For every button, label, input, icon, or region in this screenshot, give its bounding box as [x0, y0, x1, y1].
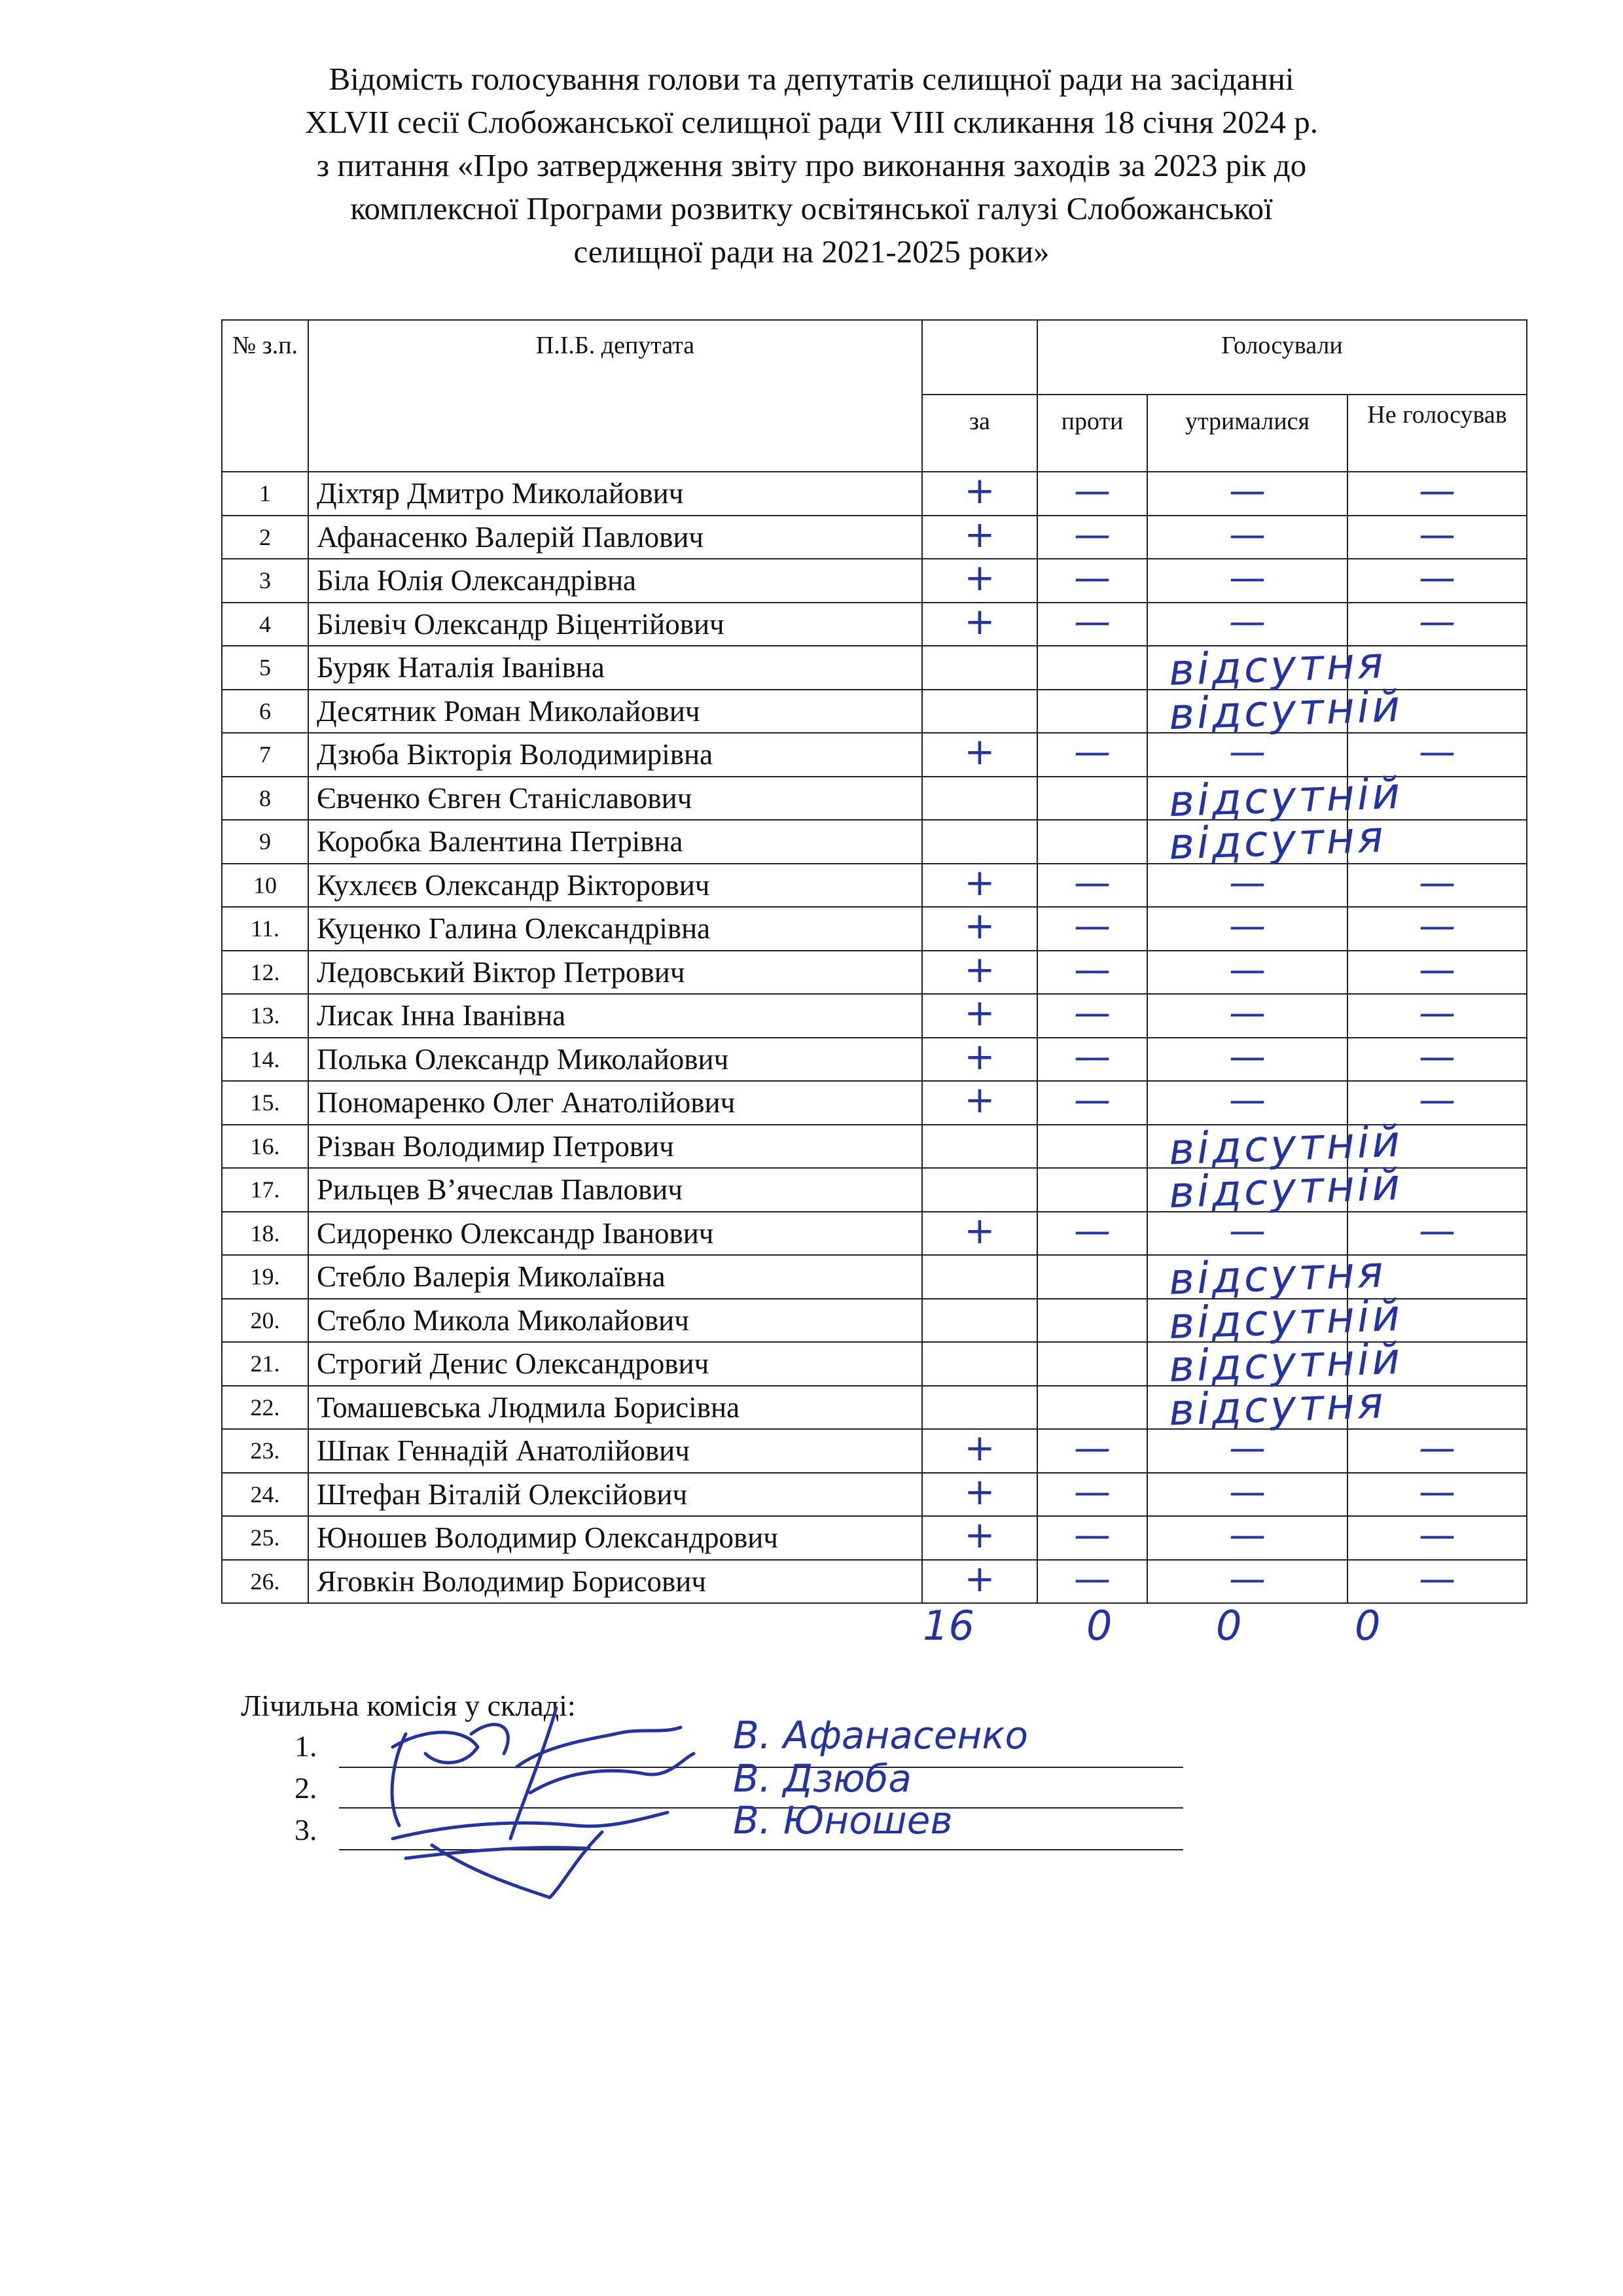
vote-cell-not-voted: [1347, 948, 1527, 995]
vote-cell-not-voted: [1347, 1557, 1527, 1604]
row-number: 13.: [222, 994, 308, 1038]
deputy-name: Буряк Наталія Іванівна: [308, 646, 922, 690]
plus-mark: +: [964, 1209, 995, 1252]
vote-cell-against: [1037, 733, 1147, 777]
vote-cell-for: [922, 777, 1037, 821]
commission-number: 1.: [294, 1729, 317, 1763]
absent-note: відсутній: [1168, 768, 1404, 826]
vote-cell-against: [1037, 472, 1147, 516]
header-blank: [922, 320, 1037, 395]
dash-mark: —: [1074, 905, 1111, 948]
commission-member-name: В. Дзюба: [733, 1756, 912, 1801]
row-number: 18.: [222, 1212, 308, 1256]
deputy-name: Десятник Роман Миколайович: [308, 690, 922, 733]
table-row: [222, 559, 1527, 603]
absent-note: відсутня: [1168, 1246, 1387, 1305]
vote-cell-for: [922, 907, 1037, 951]
vote-cell-for: [922, 559, 1037, 603]
dash-mark: —: [1419, 1514, 1456, 1557]
dash-mark: —: [1229, 992, 1266, 1035]
vote-cell-not-voted: [1347, 1386, 1527, 1430]
title-line: Відомість голосування голови та депутатів селищної ради на засіданні: [329, 61, 1294, 97]
vote-cell-abstained: [1147, 472, 1347, 516]
plus-mark: +: [964, 1470, 995, 1513]
vote-cell-against: [1037, 1081, 1147, 1125]
deputy-name: Лисак Інна Іванівна: [308, 994, 922, 1038]
vote-cell-abstained: [1147, 1342, 1347, 1386]
vote-cell-for: [922, 472, 1037, 516]
voting-table: [221, 319, 1527, 1604]
absent-note: відсутній: [1168, 1333, 1404, 1392]
vote-cell-abstained: [1147, 948, 1347, 995]
vote-cell-against: [1037, 637, 1387, 696]
header-voted: Голосували: [1037, 320, 1527, 395]
row-number: 26.: [222, 1560, 308, 1604]
table-row: [222, 864, 1527, 908]
table-row: [222, 907, 1527, 951]
deputy-name: Кухлєєв Олександр Вікторович: [308, 864, 922, 908]
vote-cell-against: [1037, 680, 1404, 739]
row-number: 2: [222, 516, 308, 559]
vote-cell-for: [922, 1299, 1037, 1343]
row-number: 8: [222, 777, 308, 821]
plus-mark: +: [964, 513, 995, 556]
document-title: [196, 58, 1427, 274]
table-row: [222, 994, 1527, 1038]
row-number: 11.: [222, 907, 308, 951]
vote-cell-not-voted: [1347, 1168, 1527, 1212]
dash-mark: —: [1419, 1427, 1456, 1470]
dash-mark: —: [1229, 1427, 1266, 1470]
dash-mark: —: [1419, 600, 1456, 643]
commission-number: 3.: [294, 1813, 317, 1846]
table-row: [222, 516, 1527, 559]
absent-note: відсутній: [1168, 1290, 1404, 1349]
vote-cell-for: [922, 646, 1037, 690]
dash-mark: —: [1419, 1079, 1456, 1122]
dash-mark: —: [1419, 1557, 1456, 1600]
plus-mark: +: [964, 1035, 995, 1078]
absent-note: відсутня: [1168, 811, 1387, 870]
table-row: [222, 1081, 1527, 1125]
vote-cell-not-voted: [1347, 907, 1527, 951]
vote-cell-for: [922, 1081, 1037, 1125]
dash-mark: —: [1419, 992, 1456, 1035]
row-number: 24.: [222, 1473, 308, 1517]
deputy-name: Сидоренко Олександр Іванович: [308, 1212, 922, 1256]
vote-cell-against: [1037, 1429, 1147, 1473]
commission-title: Лічильна комісія у складі:: [241, 1689, 576, 1722]
vote-cell-abstained: [1147, 907, 1347, 951]
dash-mark: —: [1074, 1035, 1111, 1078]
row-number: 19.: [222, 1255, 308, 1299]
vote-cell-for: [922, 1209, 1037, 1256]
vote-cell-for: [922, 513, 1037, 559]
vote-cell-against: [1037, 1333, 1404, 1392]
dash-mark: —: [1074, 1557, 1111, 1600]
vote-cell-for: [922, 861, 1037, 908]
vote-cell-for: [922, 1386, 1037, 1430]
vote-cell-abstained: [1147, 1125, 1347, 1169]
vote-cell-not-voted: [1347, 820, 1527, 864]
deputy-name: Яговкін Володимир Борисович: [308, 1560, 922, 1604]
vote-cell-abstained: [1147, 1035, 1347, 1082]
vote-cell-not-voted: [1347, 472, 1527, 516]
dash-mark: —: [1419, 948, 1456, 991]
vote-cell-against: [1037, 811, 1387, 870]
header-row: [222, 320, 1527, 395]
table-row: [222, 1516, 1527, 1560]
deputy-name: Строгий Денис Олександрович: [308, 1342, 922, 1386]
vote-cell-abstained: [1147, 1081, 1347, 1125]
deputy-name: Дзюба Вікторія Володимирівна: [308, 733, 922, 777]
table-row: [222, 1038, 1527, 1082]
vote-cell-abstained: [1147, 820, 1347, 864]
table-row: [222, 1473, 1527, 1517]
vote-cell-not-voted: [1347, 1035, 1527, 1082]
total-not-voted: 0: [1355, 1602, 1381, 1650]
vote-cell-against: [1037, 994, 1147, 1038]
absent-note: відсутній: [1168, 1159, 1404, 1218]
deputy-name: Пономаренко Олег Анатолійович: [308, 1081, 922, 1125]
dash-mark: —: [1229, 513, 1266, 556]
vote-cell-abstained: [1147, 1516, 1347, 1560]
plus-mark: +: [964, 948, 995, 991]
vote-cell-abstained: [1147, 1299, 1347, 1343]
vote-cell-abstained: [1147, 513, 1347, 559]
vote-cell-for: [922, 820, 1037, 864]
vote-cell-abstained: [1147, 1429, 1347, 1473]
absent-note: відсутня: [1168, 637, 1387, 696]
header-abstained: утрималися: [1147, 395, 1347, 472]
vote-cell-for: [922, 733, 1037, 777]
vote-cell-abstained: [1147, 1386, 1347, 1430]
vote-cell-against: [1037, 1377, 1387, 1436]
dash-mark: —: [1074, 557, 1111, 600]
row-number: 16.: [222, 1125, 308, 1169]
dash-mark: —: [1074, 1209, 1111, 1252]
row-number: 15.: [222, 1081, 308, 1125]
dash-mark: —: [1419, 557, 1456, 600]
vote-cell-against: [1037, 513, 1147, 559]
table-row: [222, 646, 1527, 690]
table-row: [222, 820, 1527, 864]
vote-cell-not-voted: [1347, 513, 1527, 559]
table-row: [222, 1255, 1527, 1299]
deputy-name: Куценко Галина Олександрівна: [308, 907, 922, 951]
vote-cell-not-voted: [1347, 559, 1527, 603]
table-row: [222, 1560, 1527, 1604]
vote-cell-against: [1037, 1159, 1404, 1218]
dash-mark: —: [1229, 557, 1266, 600]
vote-cell-against: [1037, 768, 1404, 826]
vote-cell-for: [922, 994, 1037, 1038]
dash-mark: —: [1229, 1079, 1266, 1122]
vote-cell-not-voted: [1347, 1470, 1527, 1517]
vote-cell-not-voted: [1347, 861, 1527, 908]
deputy-name: Афанасенко Валерій Павлович: [308, 516, 922, 559]
row-number: 5: [222, 646, 308, 690]
vote-cell-for: [922, 1470, 1037, 1517]
dash-mark: —: [1074, 513, 1111, 556]
vote-cell-not-voted: [1347, 690, 1527, 733]
deputy-name: Рильцев В’ячеслав Павлович: [308, 1168, 922, 1212]
vote-cell-not-voted: [1347, 994, 1527, 1038]
dash-mark: —: [1229, 861, 1266, 904]
vote-cell-abstained: [1147, 1255, 1347, 1299]
vote-cell-for: [922, 1125, 1037, 1169]
vote-cell-for: [922, 1342, 1037, 1386]
vote-cell-for: [922, 948, 1037, 995]
table-row: [222, 472, 1527, 516]
title-line: з питання «Про затвердження звіту про виконання заходів за 2023 рік до: [316, 147, 1307, 183]
row-number: 23.: [222, 1429, 308, 1473]
vote-cell-abstained: [1147, 1557, 1347, 1604]
voting-table-body: [222, 472, 1527, 1603]
vote-cell-against: [1037, 1035, 1147, 1082]
title-line: XLVII сесії Слобожанської селищної ради VIII скликання 18 січня 2024 р.: [305, 104, 1318, 140]
deputy-name: Полька Олександр Миколайович: [308, 1038, 922, 1082]
dash-mark: —: [1419, 1209, 1456, 1252]
commission-number: 2.: [294, 1771, 317, 1805]
deputy-name: Штефан Віталій Олексійович: [308, 1473, 922, 1517]
table-row: [222, 690, 1527, 733]
dash-mark: —: [1419, 1470, 1456, 1513]
row-number: 20.: [222, 1299, 308, 1343]
dash-mark: —: [1074, 470, 1111, 513]
dash-mark: —: [1419, 513, 1456, 556]
dash-mark: —: [1074, 1470, 1111, 1513]
vote-cell-against: [1037, 1516, 1147, 1560]
row-number: 12.: [222, 951, 308, 995]
vote-cell-not-voted: [1347, 1429, 1527, 1473]
table-row: [222, 1386, 1527, 1430]
vote-cell-abstained: [1147, 646, 1347, 690]
title-line: селищної ради на 2021-2025 роки»: [573, 234, 1050, 270]
dash-mark: —: [1229, 1209, 1266, 1252]
dash-mark: —: [1074, 992, 1111, 1035]
deputy-name: Шпак Геннадій Анатолійович: [308, 1429, 922, 1473]
deputy-name: Біла Юлія Олександрівна: [308, 559, 922, 603]
vote-cell-for: [922, 1516, 1037, 1560]
deputy-name: Стебло Микола Миколайович: [308, 1299, 922, 1343]
vote-cell-against: [1037, 1116, 1404, 1174]
row-number: 25.: [222, 1516, 308, 1560]
dash-mark: —: [1074, 1079, 1111, 1122]
plus-mark: +: [964, 1514, 995, 1557]
absent-note: відсутня: [1168, 1377, 1387, 1436]
vote-cell-against: [1037, 1470, 1147, 1517]
vote-cell-against: [1037, 907, 1147, 951]
plus-mark: +: [964, 557, 995, 600]
handwritten-signatures: [366, 1688, 707, 1904]
dash-mark: —: [1074, 1514, 1111, 1557]
header-name: П.І.Б. депутата: [308, 320, 922, 472]
dash-mark: —: [1419, 731, 1456, 774]
row-number: 3: [222, 559, 308, 603]
dash-mark: —: [1229, 948, 1266, 991]
vote-cell-against: [1037, 600, 1147, 646]
vote-cell-abstained: [1147, 690, 1347, 733]
plus-mark: +: [964, 1557, 995, 1600]
dash-mark: —: [1419, 470, 1456, 513]
dash-mark: —: [1074, 731, 1111, 774]
vote-cell-for: [922, 600, 1037, 646]
vote-cell-for: [922, 1557, 1037, 1604]
deputy-name: Євченко Євген Станіславович: [308, 777, 922, 821]
header-number: № з.п.: [222, 320, 308, 472]
dash-mark: —: [1229, 731, 1266, 774]
vote-cell-for: [922, 1035, 1037, 1082]
header-against: проти: [1037, 395, 1147, 472]
deputy-name: Білевіч Олександр Віцентійович: [308, 603, 922, 646]
deputy-name: Стебло Валерія Миколаївна: [308, 1255, 922, 1299]
commission-member-name: В. Юношев: [733, 1798, 953, 1843]
deputy-name: Ледовський Віктор Петрович: [308, 951, 922, 995]
row-number: 4: [222, 603, 308, 646]
plus-mark: +: [964, 1427, 995, 1470]
commission-member-name: В. Афанасенко: [733, 1713, 1028, 1757]
deputy-name: Коробка Валентина Петрівна: [308, 820, 922, 864]
row-number: 22.: [222, 1386, 308, 1430]
dash-mark: —: [1074, 861, 1111, 904]
plus-mark: +: [964, 861, 995, 904]
table-row: [222, 951, 1527, 995]
deputy-name: Юношев Володимир Олександрович: [308, 1516, 922, 1560]
row-number: 6: [222, 690, 308, 733]
dash-mark: —: [1419, 861, 1456, 904]
table-row: [222, 1168, 1527, 1212]
dash-mark: —: [1419, 1035, 1456, 1078]
vote-cell-against: [1037, 1209, 1147, 1256]
vote-cell-against: [1037, 1290, 1404, 1349]
table-row: [222, 1429, 1527, 1473]
dash-mark: —: [1229, 905, 1266, 948]
dash-mark: —: [1229, 1557, 1266, 1600]
vote-cell-for: [922, 690, 1037, 733]
plus-mark: +: [964, 470, 995, 513]
plus-mark: +: [964, 600, 995, 643]
dash-mark: —: [1074, 600, 1111, 643]
header-not-voted: Не голосував: [1347, 395, 1527, 472]
vote-cell-against: [1037, 948, 1147, 995]
deputy-name: Томашевська Людмила Борисівна: [308, 1386, 922, 1430]
row-number: 14.: [222, 1038, 308, 1082]
vote-cell-abstained: [1147, 733, 1347, 777]
vote-cell-against: [1037, 559, 1147, 603]
dash-mark: —: [1074, 948, 1111, 991]
vote-cell-for: [922, 1255, 1037, 1299]
deputy-name: Діхтяр Дмитро Миколайович: [308, 472, 922, 516]
plus-mark: +: [964, 905, 995, 948]
vote-cell-against: [1037, 1246, 1387, 1305]
vote-cell-abstained: [1147, 559, 1347, 603]
row-number: 10: [222, 864, 308, 908]
row-number: 9: [222, 820, 308, 864]
vote-cell-abstained: [1147, 1168, 1347, 1212]
vote-cell-against: [1037, 1557, 1147, 1604]
dash-mark: —: [1074, 1427, 1111, 1470]
dash-mark: —: [1229, 470, 1266, 513]
vote-cell-against: [1037, 861, 1147, 908]
row-number: 17.: [222, 1168, 308, 1212]
vote-cell-for: [922, 1429, 1037, 1473]
absent-note: відсутній: [1168, 1116, 1404, 1174]
vote-cell-abstained: [1147, 861, 1347, 908]
row-number: 1: [222, 472, 308, 516]
vote-cell-not-voted: [1347, 1516, 1527, 1560]
dash-mark: —: [1229, 1035, 1266, 1078]
vote-cell-abstained: [1147, 1470, 1347, 1517]
plus-mark: +: [964, 731, 995, 774]
total-against: 0: [1086, 1602, 1113, 1650]
plus-mark: +: [964, 1079, 995, 1122]
table-row: [222, 733, 1527, 777]
dash-mark: —: [1229, 600, 1266, 643]
dash-mark: —: [1229, 1514, 1266, 1557]
plus-mark: +: [964, 992, 995, 1035]
vote-cell-abstained: [1147, 994, 1347, 1038]
dash-mark: —: [1229, 1470, 1266, 1513]
header-for: за: [922, 395, 1037, 472]
vote-cell-for: [922, 1168, 1037, 1212]
row-number: 21.: [222, 1342, 308, 1386]
total-abstained: 0: [1216, 1602, 1242, 1650]
title-line: комплексної Програми розвитку освітянської галузі Слобожанської: [350, 190, 1273, 226]
absent-note: відсутній: [1168, 680, 1404, 739]
row-number: 7: [222, 733, 308, 777]
deputy-name: Різван Володимир Петрович: [308, 1125, 922, 1169]
total-for: 16: [923, 1602, 974, 1650]
dash-mark: —: [1419, 905, 1456, 948]
